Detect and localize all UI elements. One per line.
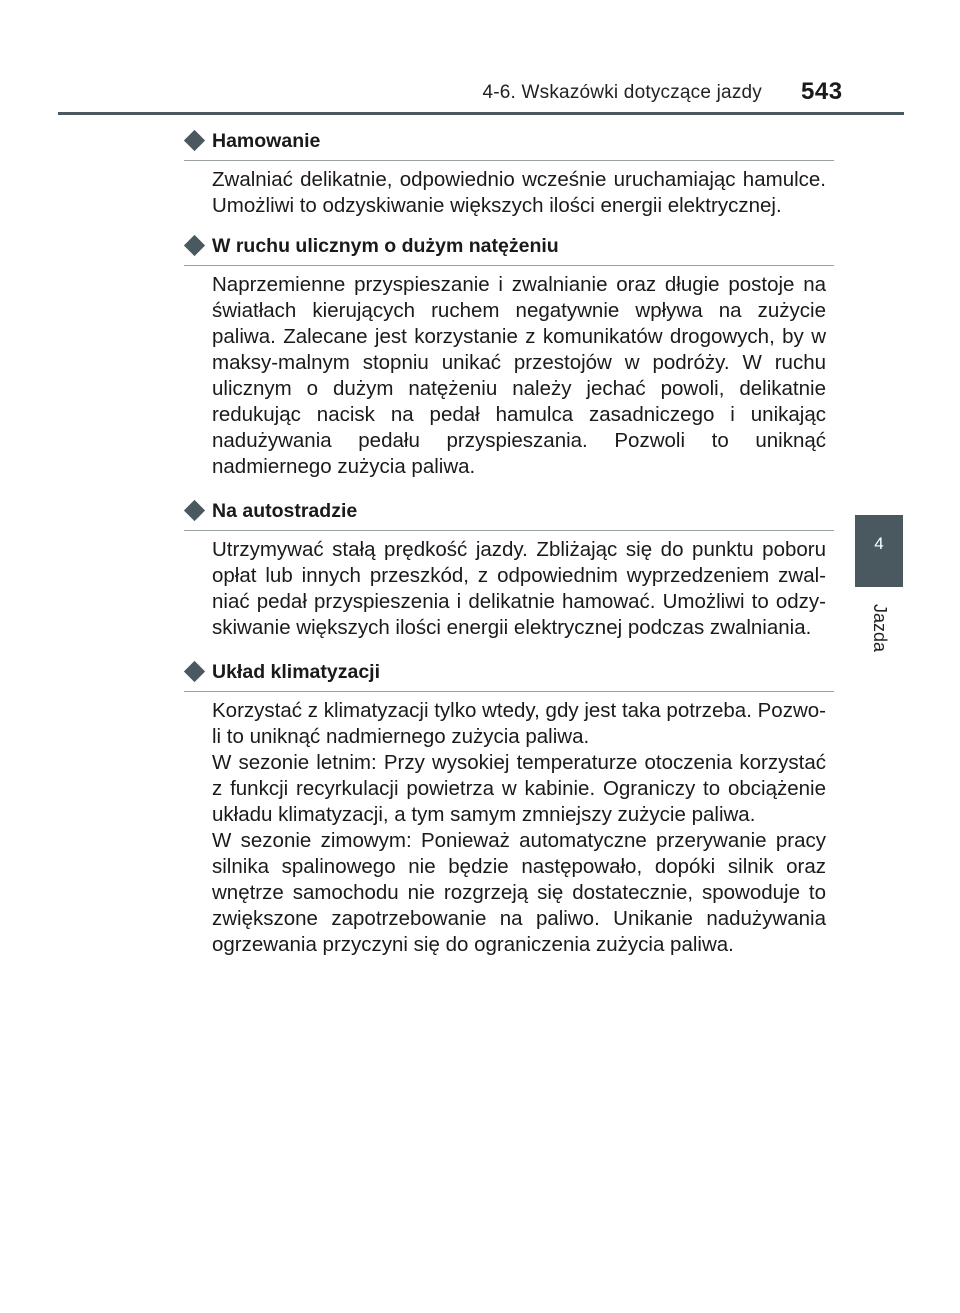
section-body: [212, 167, 826, 219]
section-air-conditioning: [184, 659, 834, 958]
paragraph: W sezonie zimowym: Ponieważ automatyczne przerywanie pracy silnika spalinowego nie będzie następowało, dopóki silnik oraz wnętrze samochodu nie rozgrzeją się dostatecznie, spowoduje to zwiększone zapotrzebowanie na paliwo. Unikanie nadużywania ogrzewania przyczyni się do ograniczenia zużycia paliwa.: [212, 829, 826, 956]
chapter-tab: 4: [855, 515, 903, 587]
paragraph: W sezonie letnim: Przy wysokiej temperaturze otoczenia korzystać z funkcji recyrkulacji powietrza w kabinie. Ograniczy to obciążenie układu klimatyzacji, a tym samym zmniejszy zużycie paliwa.: [212, 751, 826, 826]
section-heading-text: W ruchu ulicznym o dużym natężeniu: [212, 235, 559, 257]
header-divider: [58, 112, 904, 115]
paragraph: Zwalniać delikatnie, odpowiednio wcześnie uruchamiając hamulce. Umożliwi to odzyskiwanie większych ilości energii elektrycznej.: [212, 168, 826, 217]
paragraph: Naprzemienne przyspieszanie i zwalnianie oraz długie postoje na światłach kierujących ruchem negatywnie wpływa na zużycie paliwa. Zalecane jest korzystanie z komunikatów drogowych, by w maksy-malnym stopniu unikać przestojów w podróży. W ruchu ulicznym o dużym natężeniu należy jechać powoli, delikatnie redukując nacisk na pedał hamulca zasadniczego i unikając nadużywania pedału przyspieszania. Pozwoli to uniknąć nadmiernego zużycia paliwa.: [212, 273, 826, 478]
section-braking: [184, 128, 834, 219]
diamond-bullet-icon: [184, 130, 205, 151]
page-header: [0, 0, 960, 116]
section-heavy-traffic: [184, 233, 834, 480]
section-body: [212, 537, 826, 641]
page-content: [184, 128, 834, 976]
page-number: 543: [801, 78, 843, 105]
section-highway: [184, 498, 834, 641]
paragraph: Korzystać z klimatyzacji tylko wtedy, gdy jest taka potrzeba. Pozwo-li to uniknąć nadmiernego zużycia paliwa.: [212, 699, 826, 748]
section-body: [212, 272, 826, 480]
diamond-bullet-icon: [184, 661, 205, 682]
section-heading-text: Na autostradzie: [212, 500, 358, 522]
section-heading: [184, 128, 834, 161]
section-heading-text: Hamowanie: [212, 130, 321, 152]
section-heading: [184, 233, 834, 266]
diamond-bullet-icon: [184, 235, 205, 256]
section-heading-text: Układ klimatyzacji: [212, 661, 380, 683]
section-heading: [184, 659, 834, 692]
chapter-label: Jazda: [870, 603, 891, 653]
section-title-header: 4-6. Wskazówki dotyczące jazdy: [482, 82, 762, 103]
section-heading: [184, 498, 834, 531]
diamond-bullet-icon: [184, 500, 205, 521]
section-body: [212, 698, 826, 958]
paragraph: Utrzymywać stałą prędkość jazdy. Zbliżając się do punktu poboru opłat lub innych przeszkód, z odpowiednim wyprzedzeniem zwal-niać pedał przyspieszenia i delikatnie hamować. Umożliwi to odzy-skiwanie większych ilości energii elektrycznej podczas zwalniania.: [212, 538, 826, 639]
